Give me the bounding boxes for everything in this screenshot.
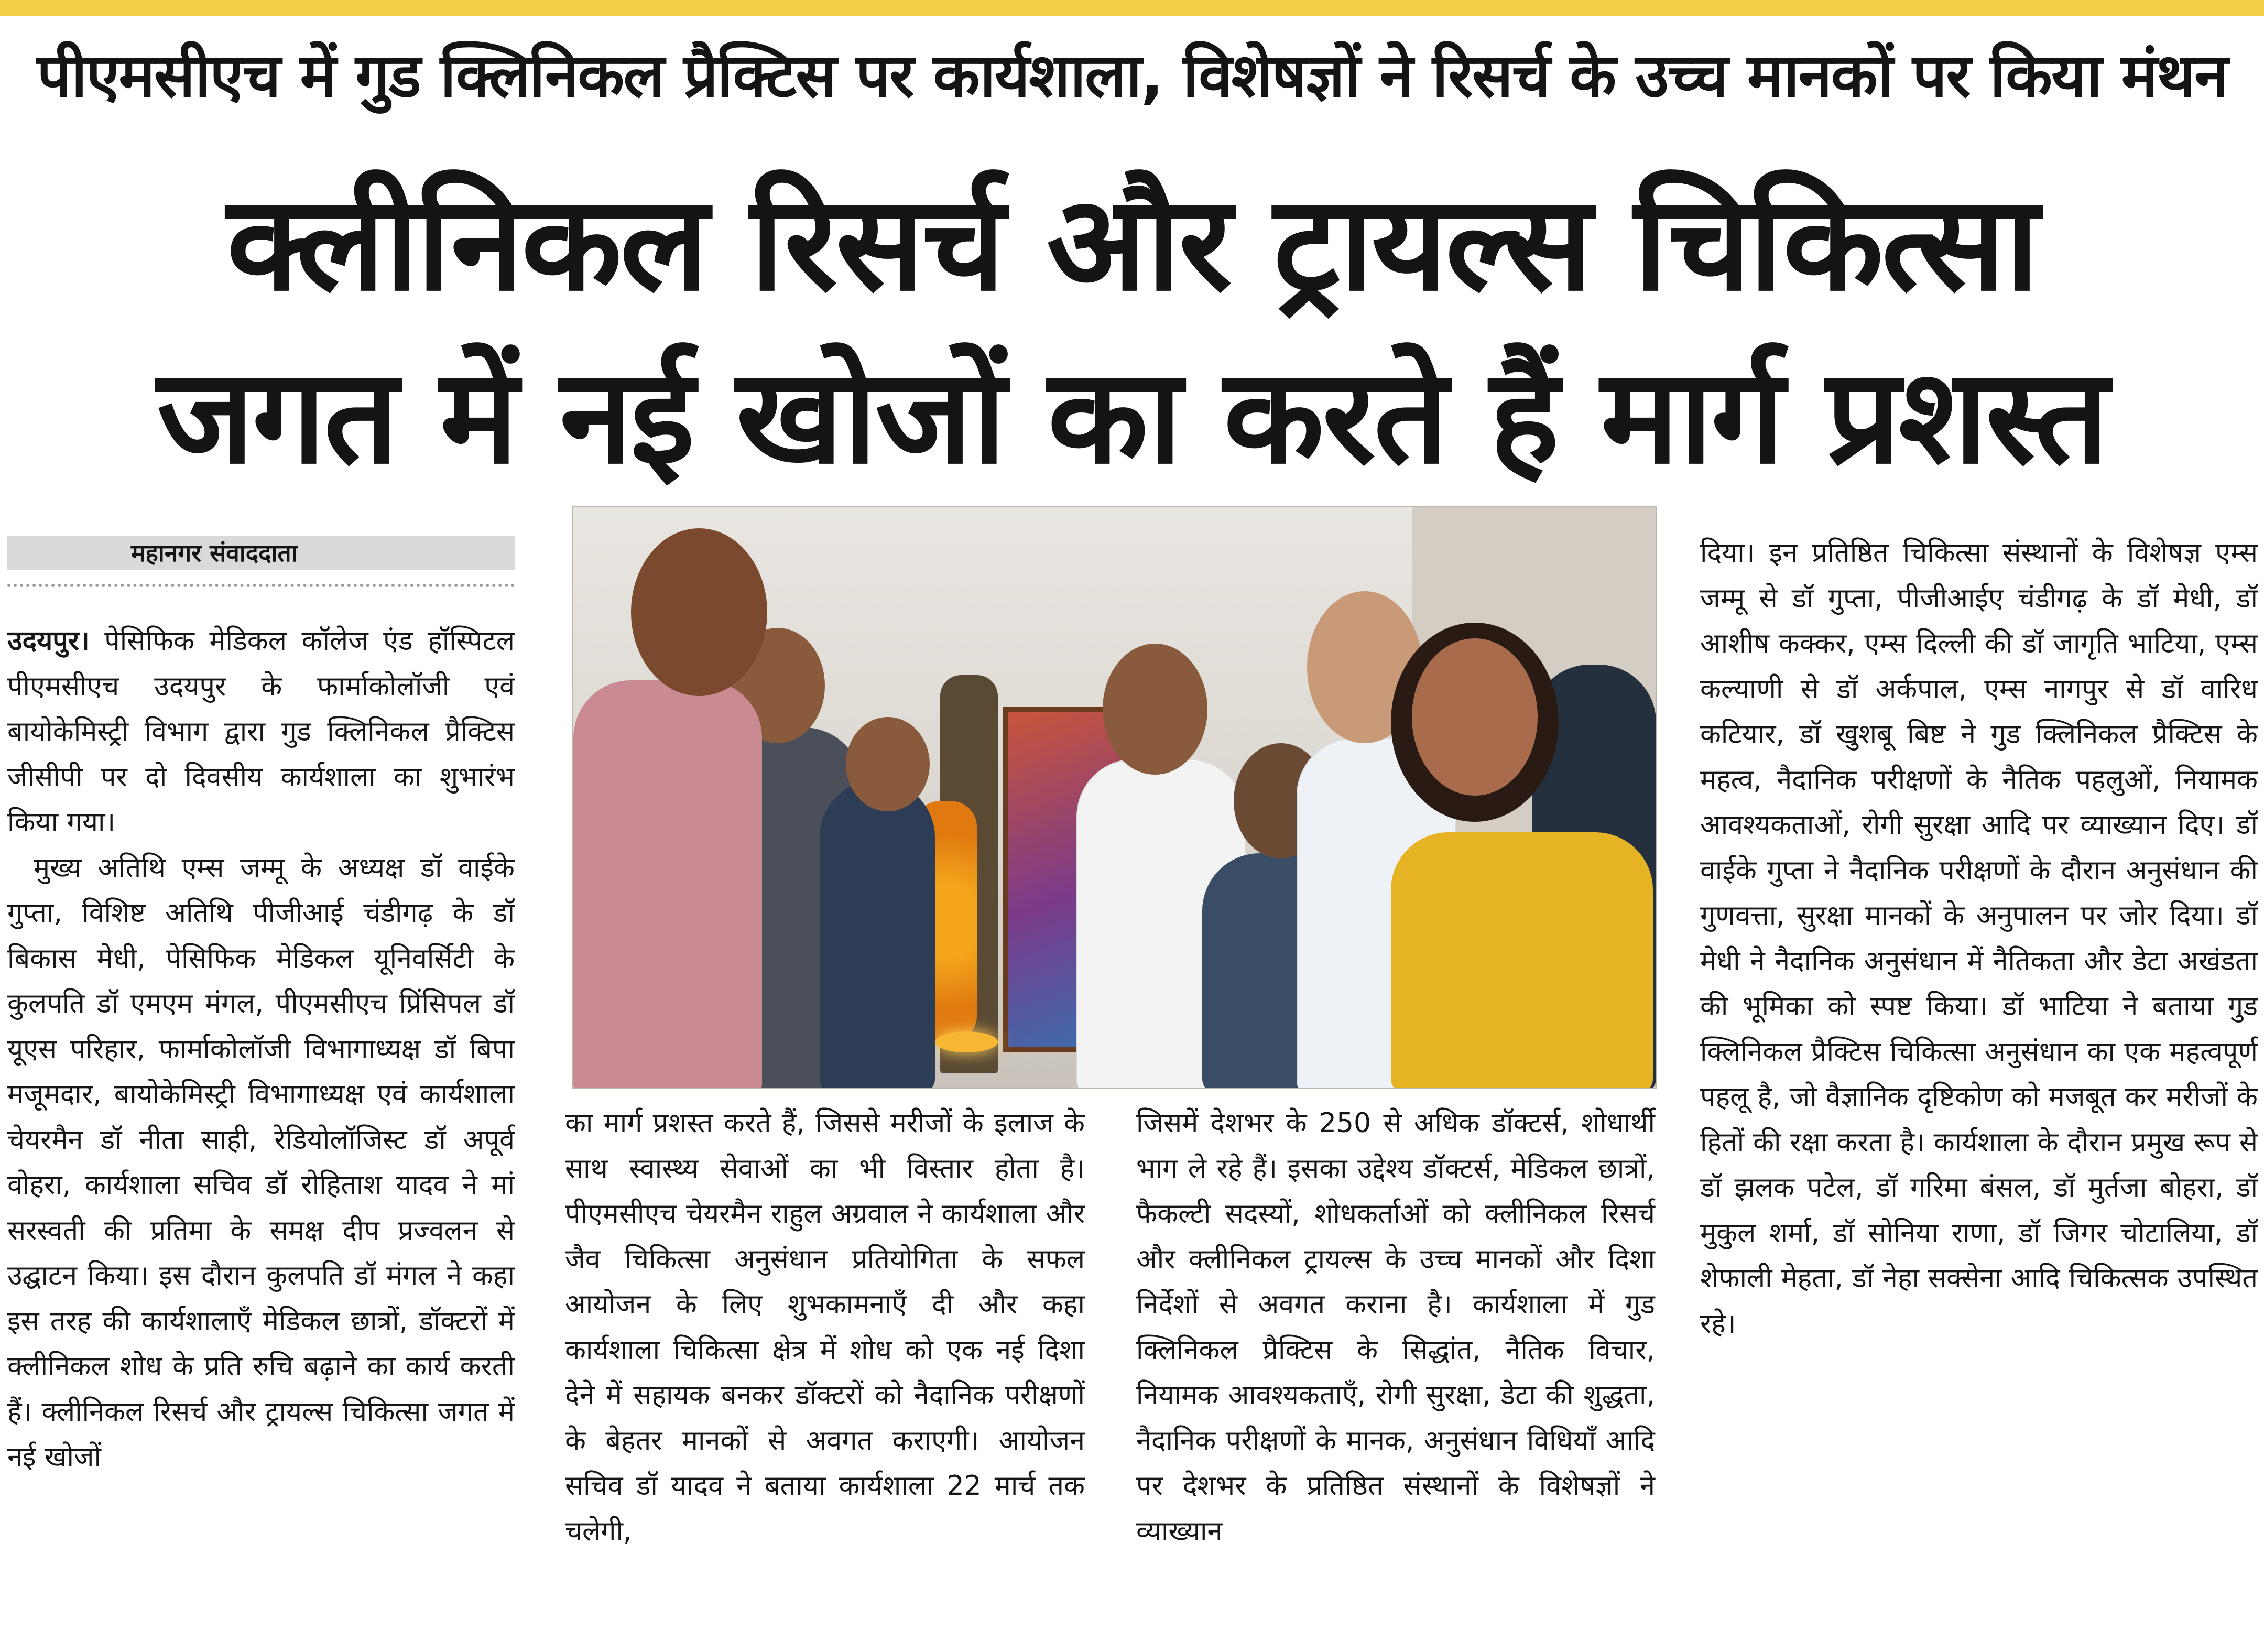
paragraph-5: दिया। इन प्रतिष्ठित चिकित्सा संस्थानों के विशेषज्ञ एम्स जम्मू से डॉ गुप्ता, पीजीआईए चंडीगढ़ के डॉ मेधी, डॉ आशीष कक्कर, एम्स दिल्ली की डॉ जागृति भाटिया, एम्स कल्याणी से डॉ अर्कपाल, एम्स नागपुर से डॉ वारिध कटियार, डॉ खुशबू बिष्ट ने गुड क्लिनिकल प्रैक्टिस के महत्व, नैदानिक परीक्षणों के नैतिक पहलुओं, नियामक आवश्यकताओं, रोगी सुरक्षा आदि पर व्याख्यान दिए। डॉ वाईके गुप्ता ने नैदानिक परीक्षणों के दौरान अनुसंधान की गुणवत्ता, सुरक्षा मानकों के अनुपालन पर जोर दिया। डॉ मेधी ने नैदानिक अनुसंधान में नैतिकता और डेटा अखंडता की भूमिका को स्पष्ट किया। डॉ भाटिया ने बताया गुड क्लिनिकल प्रैक्टिस चिकित्सा अनुसंधान का एक महत्वपूर्ण पहलू है, जो वैज्ञानिक दृष्टिकोण को मजबूत कर मरीजों के हितों की रक्षा करता है। कार्यशाला के दौरान प्रमुख रूप से डॉ झलक पटेल, डॉ गरिमा बंसल, डॉ मुर्तजा बोहरा, डॉ मुकुल शर्मा, डॉ सोनिया राणा, डॉ जिगर चोटालिया, डॉ शेफाली मेहता, डॉ नेहा सक्सेना आदि चिकित्सक उपस्थित रहे। [1700,537,2258,1340]
article-column-2 [565,1101,1085,1635]
byline-divider [7,584,515,587]
paragraph-4: जिसमें देशभर के 250 से अधिक डॉक्टर्स, शोधार्थी भाग ले रहे हैं। इसका उद्देश्य डॉक्टर्स, मेडिकल छात्रों, फैकल्टी सदस्यों, शोधकर्ताओं को क्लीनिकल रिसर्च और क्लीनिकल ट्रायल्स के उच्च मानकों और दिशा निर्देशों से अवगत कराना है। कार्यशाला में गुड क्लिनिकल प्रैक्टिस के सिद्धांत, नैतिक विचार, नियामक आवश्यकताएँ, रोगी सुरक्षा, डेटा की शुद्धता, नैदानिक परीक्षणों के मानक, अनुसंधान विधियाँ आदि पर देशभर के प्रतिष्ठित संस्थानों के विशेषज्ञों ने व्याख्यान [1136,1107,1655,1547]
article-column-4 [1700,530,2258,1636]
headline-line-2: जगत में नई खोजों का करते हैं मार्ग प्रशस्त [157,340,2107,493]
photo-lamp-flame [935,1031,998,1052]
dateline: उदयपुर। [7,625,90,657]
paragraph-3: का मार्ग प्रशस्त करते हैं, जिससे मरीजों के इलाज के साथ स्वास्थ्य सेवाओं का भी विस्तार होता है। पीएमसीएच चेयरमैन राहुल अग्रवाल ने कार्यशाला और जैव चिकित्सा अनुसंधान प्रतियोगिता के सफल आयोजन के लिए शुभकामनाएँ दी और कहा कार्यशाला चिकित्सा क्षेत्र में शोध को एक नई दिशा देने में सहायक बनकर डॉक्टरों को नैदानिक परीक्षणों के बेहतर मानकों से अवगत कराएगी। आयोजन सचिव डॉ यादव ने बताया कार्यशाला 22 मार्च तक चलेगी, [565,1107,1085,1547]
photo-head-7 [1412,638,1538,796]
photo-person-3 [820,780,935,1089]
photo-head-3 [846,717,930,811]
photo-head-1 [631,528,767,696]
paragraph-1-text: पेसिफिक मेडिकल कॉलेज एंड हॉस्पिटल पीएमसीएच उदयपुर के फार्माकोलॉजी एवं बायोकेमिस्ट्री विभाग द्वारा गुड क्लिनिकल प्रैक्टिस जीसीपी पर दो दिवसीय कार्यशाला का शुभारंभ किया गया। [7,625,515,838]
article-column-3 [1136,1101,1655,1635]
photo-head-4 [1103,644,1207,775]
headline-line-1: क्लीनिकल रिसर्च और ट्रायल्स चिकित्सा [226,167,2038,320]
paragraph-2: मुख्य अतिथि एम्स जम्मू के अध्यक्ष डॉ वाईके गुप्ता, विशिष्ट अतिथि पीजीआई चंडीगढ़ के डॉ बिकास मेधी, पेसिफिक मेडिकल यूनिवर्सिटी के कुलपति डॉ एमएम मंगल, पीएमसीएच प्रिंसिपल डॉ यूएस परिहार, फार्माकोलॉजी विभागाध्यक्ष डॉ बिपा मजूमदार, बायोकेमिस्ट्री विभागाध्यक्ष एवं कार्यशाला चेयरमैन डॉ नीता साही, रेडियोलॉजिस्ट डॉ अपूर्व वोहरा, कार्यशाला सचिव डॉ रोहिताश यादव ने मां सरस्वती की प्रतिमा के समक्ष दीप प्रज्वलन से उद्घाटन किया। इस दौरान कुलपति डॉ मंगल ने कहा इस तरह की कार्यशालाएँ मेडिकल छात्रों, डॉक्टरों में क्लीनिकल शोध के प्रति रुचि बढ़ाने का कार्य करती हैं। क्लीनिकल रिसर्च और ट्रायल्स चिकित्सा जगत में नई खोजों [7,852,515,1473]
byline: महानगर संवाददाता [7,536,515,570]
photo-person-7 [1391,832,1653,1089]
kicker-headline: पीएमसीएच में गुड क्लिनिकल प्रैक्टिस पर कार्यशाला, विशेषज्ञों ने रिसर्च के उच्च मानकों पर किया मंथन [37,40,2227,111]
news-photo [572,506,1657,1089]
photo-person-1 [573,680,762,1089]
paragraph-1 [7,618,515,845]
top-accent-bar [0,0,2264,16]
main-headline [0,157,2264,503]
article-column-1 [7,618,515,1635]
